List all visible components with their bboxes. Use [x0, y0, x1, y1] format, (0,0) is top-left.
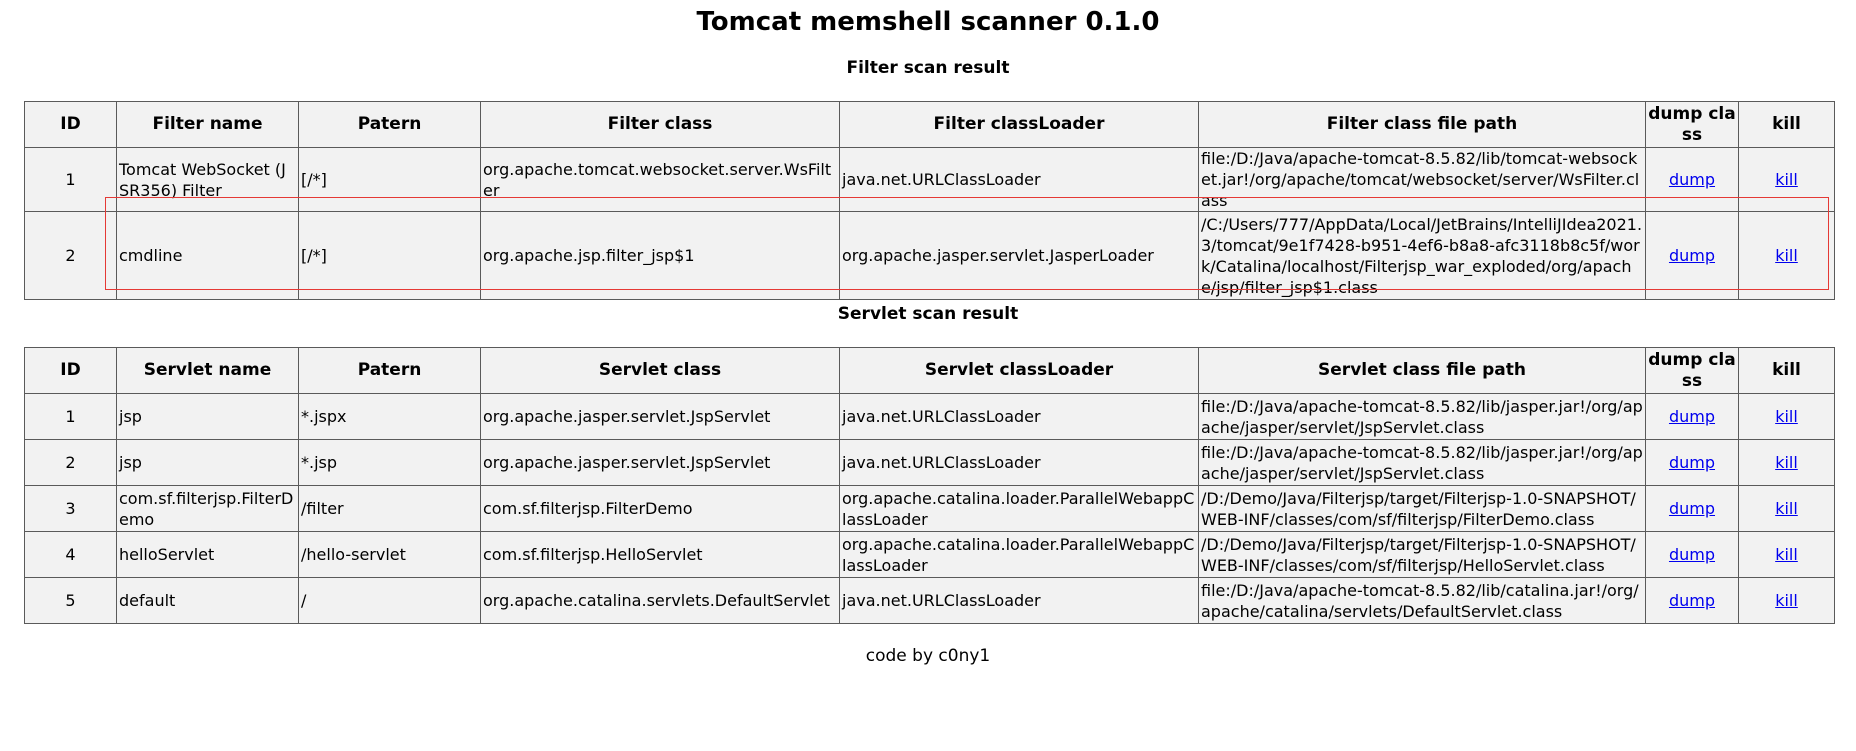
- table-row: [25, 486, 1835, 532]
- servlet-header-name: Servlet name: [117, 348, 299, 394]
- filter-header-kill: kill: [1739, 102, 1835, 148]
- table-row: [25, 394, 1835, 440]
- kill-cell: [1739, 486, 1835, 532]
- dump-cell: [1646, 212, 1739, 300]
- servlet-name-cell: com.sf.filterjsp.FilterDemo: [117, 486, 299, 532]
- filter-section-title: Filter scan result: [846, 58, 1010, 78]
- kill-link[interactable]: kill: [1775, 246, 1798, 265]
- servlet-table: [24, 347, 1835, 624]
- servlet-section-title: Servlet scan result: [837, 304, 1019, 324]
- dump-link[interactable]: dump: [1668, 246, 1716, 265]
- filter-name-cell: cmdline: [117, 212, 299, 300]
- filter-table: [24, 101, 1835, 300]
- servlet-path-cell: file:/D:/Java/apache-tomcat-8.5.82/lib/jasper.jar!/org/apache/jasper/servlet/JspServlet.class: [1199, 440, 1646, 486]
- servlet-classloader-cell: java.net.URLClassLoader: [840, 578, 1199, 624]
- servlet-classloader-cell: java.net.URLClassLoader: [840, 440, 1199, 486]
- filter-header-dump: dump class: [1646, 102, 1739, 148]
- servlet-header-path: Servlet class file path: [1199, 348, 1646, 394]
- servlet-class-cell: org.apache.catalina.servlets.DefaultServlet: [481, 578, 840, 624]
- filter-header-pattern: Patern: [299, 102, 481, 148]
- servlet-path-cell: file:/D:/Java/apache-tomcat-8.5.82/lib/jasper.jar!/org/apache/jasper/servlet/JspServlet.class: [1199, 394, 1646, 440]
- dump-cell: [1646, 440, 1739, 486]
- servlet-id-cell: 3: [25, 486, 117, 532]
- dump-link[interactable]: dump: [1668, 453, 1716, 472]
- servlet-table-header-row: [25, 348, 1835, 394]
- servlet-classloader-cell: org.apache.catalina.loader.ParallelWebappClassLoader: [840, 532, 1199, 578]
- kill-link[interactable]: kill: [1775, 170, 1798, 189]
- dump-link[interactable]: dump: [1668, 407, 1716, 426]
- servlet-path-cell: /D:/Demo/Java/Filterjsp/target/Filterjsp-1.0-SNAPSHOT/WEB-INF/classes/com/sf/filterjsp/HelloServlet.class: [1199, 532, 1646, 578]
- filter-path-cell: /C:/Users/777/AppData/Local/JetBrains/IntelliJIdea2021.3/tomcat/9e1f7428-b951-4ef6-b8a8-afc3118b8c5f/work/Catalina/localhost/Filterjsp_war_exploded/org/apache/jsp/filter_jsp$1.class: [1199, 212, 1646, 300]
- servlet-pattern-cell: /hello-servlet: [299, 532, 481, 578]
- servlet-name-cell: jsp: [117, 394, 299, 440]
- table-row: [25, 148, 1835, 212]
- kill-cell: [1739, 440, 1835, 486]
- servlet-id-cell: 1: [25, 394, 117, 440]
- kill-link[interactable]: kill: [1775, 591, 1798, 610]
- table-row: [25, 212, 1835, 300]
- table-row: [25, 532, 1835, 578]
- servlet-pattern-cell: *.jspx: [299, 394, 481, 440]
- filter-pattern-cell: [/*]: [299, 148, 481, 212]
- dump-cell: [1646, 394, 1739, 440]
- filter-class-cell: org.apache.jsp.filter_jsp$1: [481, 212, 840, 300]
- kill-link[interactable]: kill: [1775, 499, 1798, 518]
- filter-id-cell: 2: [25, 212, 117, 300]
- servlet-id-cell: 4: [25, 532, 117, 578]
- servlet-pattern-cell: /filter: [299, 486, 481, 532]
- kill-cell: [1739, 212, 1835, 300]
- kill-link[interactable]: kill: [1775, 545, 1798, 564]
- filter-classloader-cell: java.net.URLClassLoader: [840, 148, 1199, 212]
- servlet-name-cell: jsp: [117, 440, 299, 486]
- servlet-class-cell: org.apache.jasper.servlet.JspServlet: [481, 440, 840, 486]
- filter-class-cell: org.apache.tomcat.websocket.server.WsFilter: [481, 148, 840, 212]
- footer-credit: code by c0ny1: [865, 646, 991, 666]
- filter-header-path: Filter class file path: [1199, 102, 1646, 148]
- kill-cell: [1739, 394, 1835, 440]
- dump-cell: [1646, 578, 1739, 624]
- filter-name-cell: Tomcat WebSocket (JSR356) Filter: [117, 148, 299, 212]
- servlet-id-cell: 2: [25, 440, 117, 486]
- servlet-header-kill: kill: [1739, 348, 1835, 394]
- dump-link[interactable]: dump: [1668, 499, 1716, 518]
- servlet-classloader-cell: java.net.URLClassLoader: [840, 394, 1199, 440]
- kill-link[interactable]: kill: [1775, 407, 1798, 426]
- page-title: Tomcat memshell scanner 0.1.0: [696, 7, 1160, 37]
- servlet-name-cell: default: [117, 578, 299, 624]
- table-row: [25, 578, 1835, 624]
- filter-path-cell: file:/D:/Java/apache-tomcat-8.5.82/lib/tomcat-websocket.jar!/org/apache/tomcat/websocket/server/WsFilter.class: [1199, 148, 1646, 212]
- dump-link[interactable]: dump: [1668, 591, 1716, 610]
- filter-header-classloader: Filter classLoader: [840, 102, 1199, 148]
- servlet-header-class: Servlet class: [481, 348, 840, 394]
- servlet-header-classloader: Servlet classLoader: [840, 348, 1199, 394]
- servlet-class-cell: com.sf.filterjsp.HelloServlet: [481, 532, 840, 578]
- filter-id-cell: 1: [25, 148, 117, 212]
- filter-table-header-row: [25, 102, 1835, 148]
- kill-link[interactable]: kill: [1775, 453, 1798, 472]
- table-row: [25, 440, 1835, 486]
- servlet-header-dump: dump class: [1646, 348, 1739, 394]
- servlet-class-cell: com.sf.filterjsp.FilterDemo: [481, 486, 840, 532]
- servlet-pattern-cell: *.jsp: [299, 440, 481, 486]
- servlet-header-id: ID: [25, 348, 117, 394]
- dump-link[interactable]: dump: [1668, 170, 1716, 189]
- servlet-class-cell: org.apache.jasper.servlet.JspServlet: [481, 394, 840, 440]
- dump-link[interactable]: dump: [1668, 545, 1716, 564]
- filter-classloader-cell: org.apache.jasper.servlet.JasperLoader: [840, 212, 1199, 300]
- kill-cell: [1739, 532, 1835, 578]
- servlet-header-pattern: Patern: [299, 348, 481, 394]
- servlet-id-cell: 5: [25, 578, 117, 624]
- kill-cell: [1739, 148, 1835, 212]
- filter-header-name: Filter name: [117, 102, 299, 148]
- dump-cell: [1646, 486, 1739, 532]
- dump-cell: [1646, 532, 1739, 578]
- servlet-path-cell: /D:/Demo/Java/Filterjsp/target/Filterjsp-1.0-SNAPSHOT/WEB-INF/classes/com/sf/filterjsp/FilterDemo.class: [1199, 486, 1646, 532]
- filter-header-class: Filter class: [481, 102, 840, 148]
- servlet-classloader-cell: org.apache.catalina.loader.ParallelWebappClassLoader: [840, 486, 1199, 532]
- kill-cell: [1739, 578, 1835, 624]
- dump-cell: [1646, 148, 1739, 212]
- servlet-path-cell: file:/D:/Java/apache-tomcat-8.5.82/lib/catalina.jar!/org/apache/catalina/servlets/DefaultServlet.class: [1199, 578, 1646, 624]
- servlet-pattern-cell: /: [299, 578, 481, 624]
- servlet-name-cell: helloServlet: [117, 532, 299, 578]
- filter-header-id: ID: [25, 102, 117, 148]
- filter-pattern-cell: [/*]: [299, 212, 481, 300]
